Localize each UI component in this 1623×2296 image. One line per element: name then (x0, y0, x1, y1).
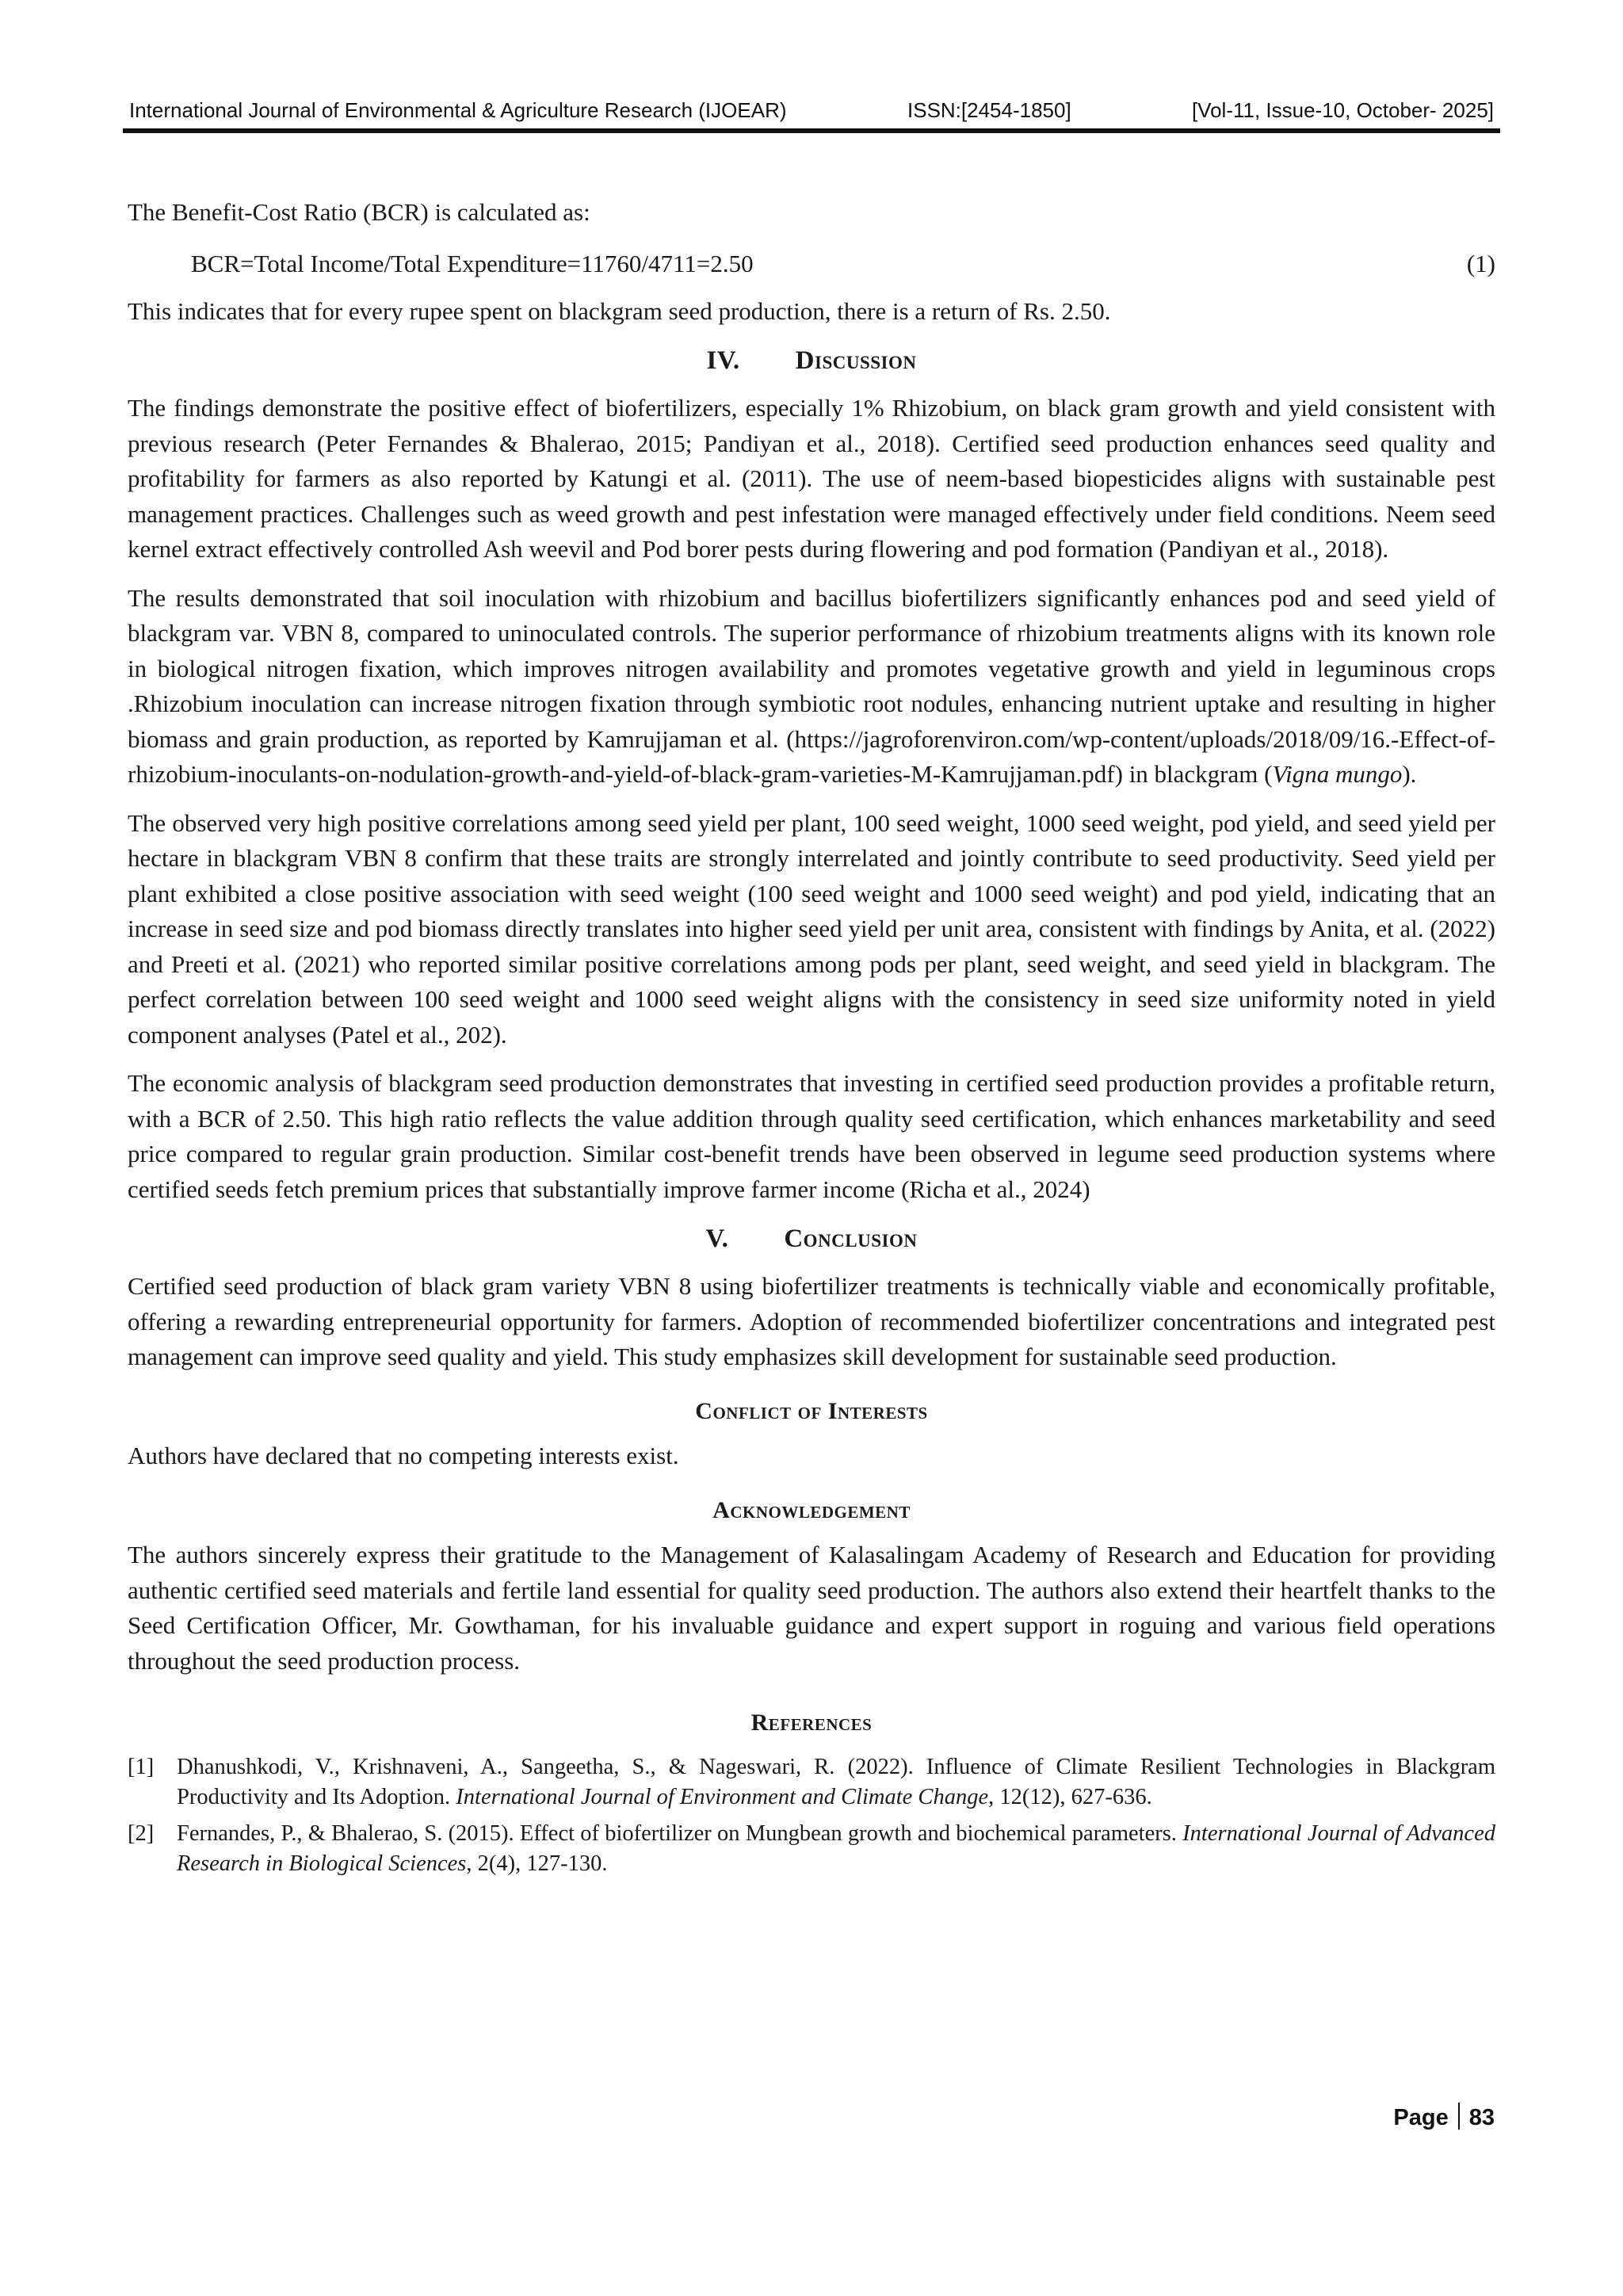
conflict-text: Authors have declared that no competing interests exist. (128, 1442, 679, 1469)
paragraph-text-end: ). (1402, 760, 1417, 788)
reference-text: Dhanushkodi, V., Krishnaveni, A., Sangeetha, S., & Nageswari, R. (2022). Influence of Climate Resilient Technologies in Blackgram Productivity and Its Adoption. (177, 1754, 1495, 1809)
journal-issn: ISSN:[2454-1850] (907, 98, 1071, 122)
conclusion-paragraph: Certified seed production of black gram variety VBN 8 using biofertilizer treatments is technically viable and economically profitable, offering a rewarding entrepreneurial opportunity for farmers. Adoption of recommended biofertilizer concentrations and integrated pest management can improve seed quality and yield. This study emphasizes skill development for sustainable seed production. (128, 1272, 1495, 1370)
reference-number: [2] (128, 1820, 155, 1846)
acknowledgement-text: The authors sincerely express their gratitude to the Management of Kalasalingam Academy of Research and Education for providing authentic certified seed materials and fertile land essential for quality seed production. The authors also extend their heartfelt thanks to the Seed Certification Officer, Mr. Gowthaman, for his invaluable guidance and expert support in roguing and various field operations throughout the seed production process. (128, 1541, 1495, 1675)
reference-text: Fernandes, P., & Bhalerao, S. (2015). Effect of biofertilizer on Mungbean growth and biochemical parameters. (177, 1820, 1183, 1846)
reference-list (128, 1752, 1495, 1879)
equation-number: (1) (1466, 249, 1495, 277)
article-body (128, 195, 1495, 1879)
reference-item (128, 1752, 1495, 1813)
reference-number: [1] (128, 1754, 155, 1779)
reference-journal: International Journal of Advanced Research in Biological Sciences (177, 1820, 1495, 1876)
discussion-paragraph-1: The findings demonstrate the positive effect of biofertilizers, especially 1% Rhizobium, on black gram growth and yield consistent with previous research (Peter Fernandes & Bhalerao, 2015; Pandiyan et al., 2018). Certified seed production enhances seed quality and profitability for farmers as also reported by Katungi et al. (2011). The use of neem-based biopesticides aligns with sustainable pest management practices. Challenges such as weed growth and pest infestation were managed effectively under field conditions. Neem seed kernel extract effectively controlled Ash weevil and Pod borer pests during flowering and pod formation (Pandiyan et al., 2018). (128, 394, 1495, 563)
equation-1 (191, 246, 1495, 281)
discussion-paragraph-2 (128, 581, 1495, 793)
running-header (123, 94, 1500, 128)
section-heading-conclusion (128, 1221, 1495, 1256)
reference-tail: , 2(4), 127-130. (466, 1851, 608, 1876)
journal-volume: [Vol-11, Issue-10, October- 2025] (1191, 98, 1494, 122)
page-separator (1458, 2103, 1460, 2130)
reference-tail: , 12(12), 627-636. (988, 1784, 1152, 1809)
page-number: 83 (1468, 2105, 1495, 2130)
section-title: Discussion (795, 346, 917, 375)
section-heading-discussion (128, 343, 1495, 378)
discussion-paragraph-4: The economic analysis of blackgram seed production demonstrates that investing in certified seed production provides a profitable return, with a BCR of 2.50. This high ratio reflects the value addition through quality seed certification, which enhances marketability and seed price compared to regular grain production. Similar cost-benefit trends have been observed in legume seed production systems where certified seeds fetch premium prices that substantially improve farmer income (Richa et al., 2024) (128, 1069, 1495, 1203)
acknowledgement-heading: Acknowledgement (712, 1496, 911, 1523)
equation-text: BCR=Total Income/Total Expenditure=11760/4711=2.50 (191, 249, 754, 277)
reference-item (128, 1819, 1495, 1879)
discussion-paragraph-3: The observed very high positive correlations among seed yield per plant, 100 seed weight, 1000 seed weight, pod yield, and seed yield per hectare in blackgram VBN 8 confirm that these traits are strongly interrelated and jointly contribute to seed productivity. Seed yield per plant exhibited a close positive association with seed weight (100 seed weight and 1000 seed weight) and pod yield, indicating that an increase in seed size and pod biomass directly translates into higher seed yield per unit area, consistent with findings by Anita, et al. (2022) and Preeti et al. (2021) who reported similar positive correlations among pods per plant, seed weight, and seed yield in blackgram. The perfect correlation between 100 seed weight and 1000 seed weight aligns with the consistency in seed size uniformity noted in yield component analyses (Patel et al., 202). (128, 808, 1495, 1049)
journal-name: International Journal of Environmental & Agriculture Research (IJOEAR) (129, 98, 787, 122)
bcr-intro: The Benefit-Cost Ratio (BCR) is calculated as: (128, 198, 590, 226)
paragraph-text: The results demonstrated that soil inoculation with rhizobium and bacillus biofertilizers significantly enhances pod and seed yield of blackgram var. VBN 8, compared to uninoculated controls. The superior performance of rhizobium treatments aligns with its known role in biological nitrogen fixation, which improves nitrogen availability and promotes vegetative growth and yield in leguminous crops .Rhizobium inoculation can increase nitrogen fixation through symbiotic root nodules, enhancing nutrient uptake and resulting in higher biomass and grain production, as reported by Kamrujjaman et al. (https://jagroforenviron.com/wp-content/uploads/2018/09/16.-Effect-of-rhizobium-inoculants-on-nodulation-growth-and-yield-of-black-gram-varieties-M-Kamrujjaman.pdf) in blackgram ( (128, 583, 1495, 788)
reference-journal: International Journal of Environment and Climate Change (456, 1784, 989, 1809)
references-heading: References (750, 1710, 873, 1736)
bcr-return: This indicates that for every rupee spent on blackgram seed production, there is a return of Rs. 2.50. (128, 296, 1111, 325)
conflict-heading: Conflict of Interests (695, 1397, 928, 1424)
species-name: Vigna mungo (1272, 760, 1403, 788)
page-label: Page (1393, 2105, 1449, 2130)
page-footer (1393, 2103, 1495, 2131)
section-number: V. (705, 1224, 729, 1253)
section-number: IV. (706, 346, 740, 375)
section-title: Conclusion (784, 1224, 918, 1253)
header-rule (123, 128, 1500, 133)
